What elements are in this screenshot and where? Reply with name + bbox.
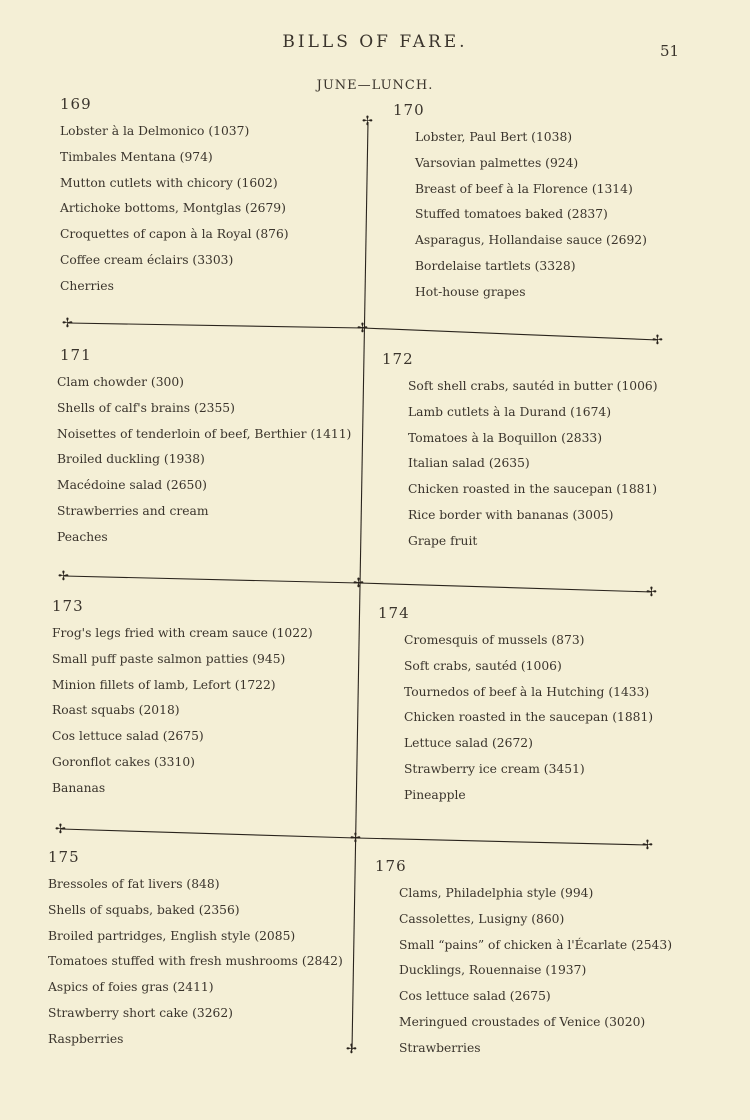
menu-item: Bananas bbox=[52, 780, 106, 795]
menu-item: Roast squabs (2018) bbox=[52, 703, 180, 718]
menu-169 bbox=[60, 95, 360, 300]
page-number: 51 bbox=[660, 42, 680, 60]
cross-ornament: ✢ bbox=[350, 831, 361, 846]
menu-item: Breast of beef à la Florence (1314) bbox=[415, 181, 633, 196]
running-header-title: BILLS OF FARE. bbox=[282, 32, 468, 52]
menu-item: Tournedos of beef à la Hutching (1433) bbox=[404, 684, 650, 699]
menu-item: Bordelaise tartlets (3328) bbox=[415, 258, 576, 273]
menu-item-list bbox=[404, 628, 678, 809]
menu-item: Artichoke bottoms, Montglas (2679) bbox=[60, 201, 286, 216]
menu-item: Minion fillets of lamb, Lefort (1722) bbox=[52, 677, 276, 692]
menu-item-list bbox=[415, 125, 693, 306]
cross-ornament: ✢ bbox=[62, 316, 73, 331]
menu-item: Grape fruit bbox=[408, 533, 478, 548]
cross-ornament: ✢ bbox=[646, 585, 657, 600]
menu-item: Cherries bbox=[60, 278, 114, 293]
menu-item: Chicken roasted in the saucepan (1881) bbox=[404, 710, 654, 725]
menu-item: Cromesquis of mussels (873) bbox=[404, 633, 585, 647]
menu-172 bbox=[382, 350, 682, 555]
section-title: JUNE—LUNCH. bbox=[316, 78, 434, 93]
menu-number: 175 bbox=[48, 848, 80, 866]
menu-item: Broiled duckling (1938) bbox=[57, 452, 205, 467]
menu-item: Rice border with bananas (3005) bbox=[408, 507, 614, 522]
menu-item: Asparagus, Hollandaise sauce (2692) bbox=[415, 233, 647, 248]
menu-item: Mutton cutlets with chicory (1602) bbox=[60, 175, 278, 190]
menu-item: Meringued croustades of Venice (3020) bbox=[399, 1014, 646, 1029]
menu-item: Peaches bbox=[57, 529, 108, 544]
horizontal-divider-2-right bbox=[359, 583, 652, 592]
menu-item: Lobster à la Delmonico (1037) bbox=[60, 124, 250, 138]
menu-item: Aspics of foies gras (2411) bbox=[48, 980, 214, 995]
menu-item: Macédoine salad (2650) bbox=[57, 478, 207, 493]
menu-item-list bbox=[57, 370, 357, 551]
menu-item: Bressoles of fat livers (848) bbox=[48, 877, 220, 891]
menu-176 bbox=[375, 857, 675, 1062]
cross-ornament: ✢ bbox=[642, 838, 653, 853]
menu-173 bbox=[52, 597, 352, 802]
horizontal-divider-3-left bbox=[61, 829, 356, 838]
menu-item: Clams, Philadelphia style (994) bbox=[399, 886, 594, 900]
menu-item: Ducklings, Rouennaise (1937) bbox=[399, 963, 587, 978]
cross-ornament: ✢ bbox=[652, 333, 663, 348]
menu-item-list bbox=[48, 872, 348, 1053]
menu-item: Cassolettes, Lusigny (860) bbox=[399, 911, 565, 926]
horizontal-divider-1-right bbox=[363, 328, 658, 340]
menu-number: 173 bbox=[52, 597, 84, 615]
menu-item: Strawberry ice cream (3451) bbox=[404, 761, 585, 776]
menu-170 bbox=[393, 101, 693, 306]
menu-item: Lobster, Paul Bert (1038) bbox=[415, 130, 573, 144]
menu-item: Small “pains” of chicken à l'Écarlate (2543) bbox=[399, 937, 672, 952]
menu-item: Stuffed tomatoes baked (2837) bbox=[415, 207, 608, 222]
menu-item: Raspberries bbox=[48, 1031, 124, 1046]
menu-item: Tomatoes à la Boquillon (2833) bbox=[408, 430, 603, 445]
menu-item: Tomatoes stuffed with fresh mushrooms (2842) bbox=[48, 954, 343, 969]
menu-item: Cos lettuce salad (2675) bbox=[52, 729, 204, 744]
menu-item: Soft crabs, sautéd (1006) bbox=[404, 658, 562, 673]
menu-item: Lettuce salad (2672) bbox=[404, 736, 533, 751]
menu-item-list bbox=[52, 621, 352, 802]
menu-number: 169 bbox=[60, 95, 92, 113]
menu-item-list bbox=[399, 881, 675, 1062]
menu-number: 176 bbox=[375, 857, 407, 875]
menu-item: Noisettes of tenderloin of beef, Berthier (1411) bbox=[57, 426, 352, 441]
menu-171 bbox=[57, 346, 357, 551]
menu-item-list bbox=[60, 119, 360, 300]
menu-item: Hot-house grapes bbox=[415, 284, 526, 299]
menu-item: Clam chowder (300) bbox=[57, 375, 184, 389]
menu-item-list bbox=[408, 374, 682, 555]
menu-item: Goronflot cakes (3310) bbox=[52, 754, 195, 769]
menu-item: Strawberries and cream bbox=[57, 503, 209, 518]
menu-item: Frog's legs fried with cream sauce (1022) bbox=[52, 626, 313, 640]
menu-item: Chicken roasted in the saucepan (1881) bbox=[408, 482, 658, 497]
menu-item: Shells of calf's brains (2355) bbox=[57, 400, 235, 415]
cross-ornament: ✢ bbox=[346, 1042, 357, 1057]
menu-item: Pineapple bbox=[404, 787, 466, 802]
menu-item: Coffee cream éclairs (3303) bbox=[60, 252, 234, 267]
cross-ornament: ✢ bbox=[58, 569, 69, 584]
cross-ornament: ✢ bbox=[362, 114, 373, 129]
menu-item: Cos lettuce salad (2675) bbox=[399, 989, 551, 1004]
menu-item: Shells of squabs, baked (2356) bbox=[48, 902, 240, 917]
menu-number: 171 bbox=[60, 346, 92, 364]
cross-ornament: ✢ bbox=[357, 321, 368, 336]
menu-175 bbox=[48, 848, 348, 1053]
menu-item: Italian salad (2635) bbox=[408, 456, 530, 471]
horizontal-divider-3-right bbox=[356, 838, 648, 845]
menu-item: Strawberry short cake (3262) bbox=[48, 1005, 233, 1020]
menu-item: Small puff paste salmon patties (945) bbox=[52, 651, 286, 666]
cross-ornament: ✢ bbox=[55, 822, 66, 837]
menu-number: 170 bbox=[393, 101, 425, 119]
horizontal-divider-2-left bbox=[64, 576, 359, 583]
menu-item: Lamb cutlets à la Durand (1674) bbox=[408, 404, 612, 419]
menu-item: Broiled partridges, English style (2085) bbox=[48, 928, 296, 943]
cross-ornament: ✢ bbox=[353, 576, 364, 591]
menu-item: Varsovian palmettes (924) bbox=[415, 155, 579, 170]
menu-item: Soft shell crabs, sautéd in butter (1006) bbox=[408, 379, 658, 393]
menu-number: 174 bbox=[378, 604, 410, 622]
menu-item: Strawberries bbox=[399, 1040, 481, 1055]
menu-item: Timbales Mentana (974) bbox=[60, 149, 213, 164]
menu-174 bbox=[378, 604, 678, 809]
horizontal-divider-1-left bbox=[68, 323, 363, 328]
menu-number: 172 bbox=[382, 350, 414, 368]
menu-item: Croquettes of capon à la Royal (876) bbox=[60, 227, 289, 242]
